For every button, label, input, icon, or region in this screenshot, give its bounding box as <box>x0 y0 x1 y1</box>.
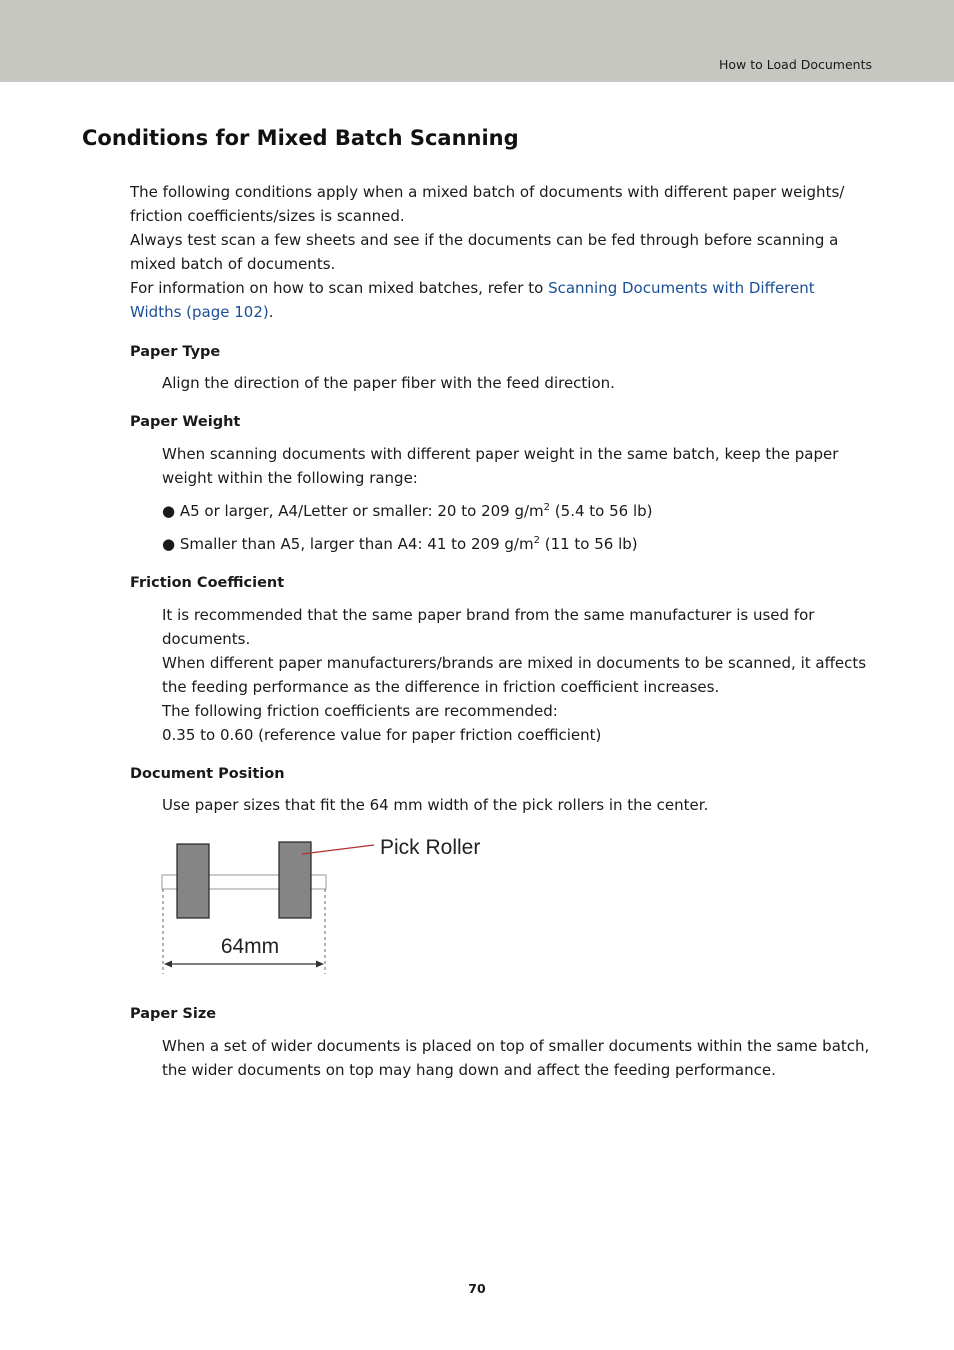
bullet-1-superscript: 2 <box>543 502 551 513</box>
intro-line-2: Always test scan a few sheets and see if the documents can be fed through before scanning a mixed batch of documents. <box>130 231 839 273</box>
intro-line-1: The following conditions apply when a mixed batch of documents with different paper weights/ friction coefficients/sizes is scanned. <box>130 183 845 225</box>
friction-text-3: The following friction coefficients are recommended: <box>162 702 558 720</box>
mixed-widths-link[interactable]: Scanning Documents with Different Widths (page 102) <box>130 279 815 321</box>
intro-line-3 <box>130 276 870 324</box>
pick-roller-leader-line <box>302 845 374 854</box>
dimension-arrow-left <box>164 961 172 968</box>
bullet-1-text: ● A5 or larger, A4/Letter or smaller: 20 to 209 g/m <box>162 502 544 520</box>
position-text: Use paper sizes that fit the 64 mm width of the pick rollers in the center. <box>162 796 709 814</box>
intro-line-3-prefix: For information on how to scan mixed batches, refer to <box>130 279 549 297</box>
paper-weight-bullet-2 <box>162 532 877 556</box>
paper-size-heading: Paper Size <box>130 1006 217 1022</box>
dimension-label: 64mm <box>220 935 280 958</box>
paper-weight-heading: Paper Weight <box>130 414 241 430</box>
paper-size-text: When a set of wider documents is placed on top of smaller documents within the same batch, the wider documents on top may hang down and affect the feeding performance. <box>162 1037 870 1079</box>
friction-text-1: It is recommended that the same paper brand from the same manufacturer is used for documents. <box>162 606 815 648</box>
page-header <box>0 0 954 82</box>
friction-paragraph <box>162 603 877 747</box>
bullet-2-text: ● Smaller than A5, larger than A4: 41 to 209 g/m <box>162 535 534 553</box>
bullet-1-range: (5.4 to 56 lb) <box>550 502 653 520</box>
paper-weight-bullet-1 <box>162 499 877 523</box>
intro-paragraph <box>130 180 870 324</box>
header-section-title: How to Load Documents <box>719 57 872 72</box>
friction-heading: Friction Coefficient <box>130 575 285 591</box>
paper-weight-text: When scanning documents with different paper weight in the same batch, keep the paper weight within the following range: <box>162 445 839 487</box>
friction-text-4: 0.35 to 0.60 (reference value for paper friction coefficient) <box>162 726 602 744</box>
position-heading: Document Position <box>130 766 285 782</box>
friction-text-2: When different paper manufacturers/brands are mixed in documents to be scanned, it affects the feeding performance as the difference in friction coefficient increases. <box>162 654 867 696</box>
page-number: 70 <box>468 1281 486 1296</box>
paper-type-heading: Paper Type <box>130 344 221 360</box>
intro-line-3-suffix: . <box>268 303 274 321</box>
bullet-2-range: (11 to 56 lb) <box>539 535 638 553</box>
page-title: Conditions for Mixed Batch Scanning <box>82 126 519 150</box>
pick-roller-label: Pick Roller <box>380 836 481 859</box>
left-pick-roller <box>177 844 209 918</box>
dimension-arrow-right <box>316 961 324 968</box>
paper-type-text: Align the direction of the paper fiber with the feed direction. <box>162 374 615 392</box>
bullet-2-superscript: 2 <box>533 535 540 546</box>
pick-roller-diagram <box>155 832 505 980</box>
